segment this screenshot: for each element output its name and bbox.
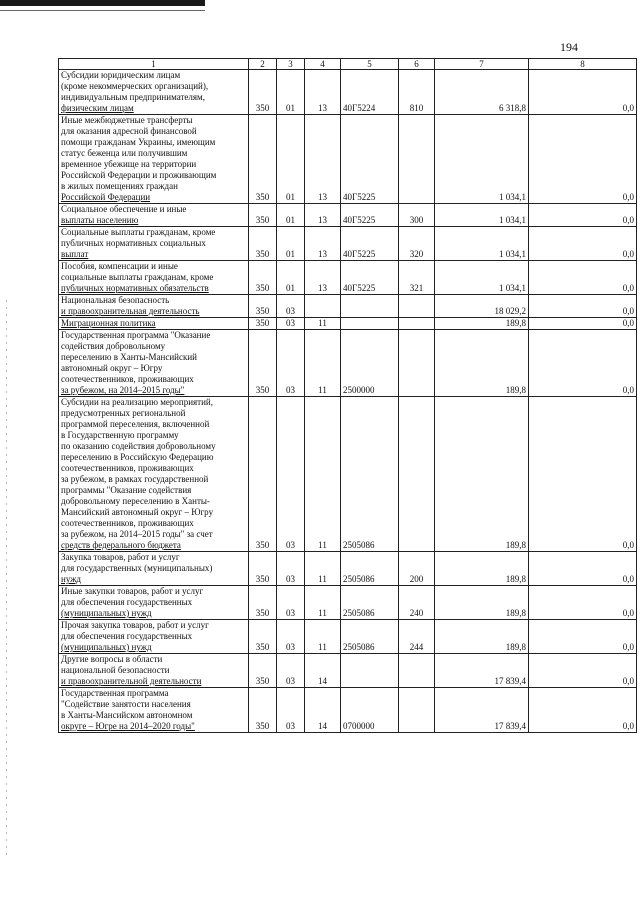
table-row (59, 654, 637, 688)
column-header: 6 (399, 59, 435, 70)
row-name-line: для обеспечения государственных (61, 631, 193, 641)
row-name-line: публичных нормативных обязательств (61, 283, 209, 293)
row-name-line: индивидуальным предпринимателям, (61, 92, 205, 102)
target-article-cell: 2505086 (341, 586, 399, 620)
code-cell: 350 (249, 586, 277, 620)
target-article-cell (341, 295, 399, 318)
row-name-line: "Содействие занятости населения (61, 699, 191, 709)
row-name-line: за рубежом, в рамках государственной (61, 474, 209, 484)
row-name-cell (59, 586, 249, 620)
target-article-cell: 40Г5225 (341, 204, 399, 227)
subsection-cell: 13 (305, 261, 341, 295)
amount-cell: 1 034,1 (435, 227, 529, 261)
row-name-line: соотечественников, проживающих (61, 374, 194, 384)
expense-type-cell (399, 654, 435, 688)
expense-type-cell (399, 397, 435, 552)
row-name-line: в Государственную программу (61, 430, 179, 440)
row-name-line: Пособия, компенсации и иные (61, 261, 178, 271)
code-cell: 350 (249, 204, 277, 227)
top-edge-bar (0, 0, 205, 6)
code-cell: 350 (249, 70, 277, 115)
code-cell: 350 (249, 688, 277, 733)
amount-cell: 189,8 (435, 330, 529, 397)
expense-type-cell (399, 318, 435, 330)
table-row (59, 330, 637, 397)
page-number: 194 (560, 40, 578, 54)
change-cell: 0,0 (529, 620, 637, 654)
row-name-cell (59, 688, 249, 733)
change-cell: 0,0 (529, 688, 637, 733)
column-number-row (59, 59, 637, 70)
change-cell: 0,0 (529, 115, 637, 204)
table-row (59, 115, 637, 204)
row-name-line: выплаты населению (61, 215, 139, 225)
code-cell: 350 (249, 295, 277, 318)
amount-cell: 189,8 (435, 620, 529, 654)
row-name-cell (59, 552, 249, 586)
row-name-line: переселению в Ханты-Мансийский (61, 352, 197, 362)
section-cell: 03 (277, 586, 305, 620)
table-row (59, 295, 637, 318)
section-cell: 01 (277, 70, 305, 115)
row-name-line: соотечественников, проживающих (61, 463, 194, 473)
section-cell: 03 (277, 688, 305, 733)
row-name-line: Государственная программа (61, 688, 169, 698)
column-header: 8 (529, 59, 637, 70)
code-cell: 350 (249, 620, 277, 654)
subsection-cell: 13 (305, 204, 341, 227)
row-name-line: в жилых помещениях граждан (61, 181, 178, 191)
row-name-line: национальной безопасности (61, 665, 170, 675)
subsection-cell: 11 (305, 330, 341, 397)
subsection-cell: 13 (305, 70, 341, 115)
row-name-line: Закупка товаров, работ и услуг (61, 552, 180, 562)
row-name-line: (муниципальных) нужд (61, 642, 152, 652)
change-cell: 0,0 (529, 295, 637, 318)
section-cell: 03 (277, 552, 305, 586)
row-name-line: предусмотренных региональной (61, 408, 186, 418)
scan-binding-edge (6, 300, 7, 860)
row-name-cell (59, 295, 249, 318)
subsection-cell: 11 (305, 397, 341, 552)
row-name-line: Иные закупки товаров, работ и услуг (61, 586, 204, 596)
expense-type-cell: 244 (399, 620, 435, 654)
row-name-line: нужд (61, 574, 81, 584)
table-row (59, 318, 637, 330)
expense-type-cell: 321 (399, 261, 435, 295)
expense-type-cell (399, 688, 435, 733)
subsection-cell (305, 295, 341, 318)
row-name-line: автономный округ – Югру (61, 363, 163, 373)
row-name-line: за рубежом, на 2014–2015 годы" (61, 385, 185, 395)
target-article-cell: 2500000 (341, 330, 399, 397)
subsection-cell: 11 (305, 586, 341, 620)
subsection-cell: 11 (305, 620, 341, 654)
target-article-cell: 40Г5225 (341, 227, 399, 261)
target-article-cell: 40Г5225 (341, 115, 399, 204)
row-name-line: Социальное обеспечение и иные (61, 204, 187, 214)
row-name-line: выплат (61, 249, 89, 259)
change-cell: 0,0 (529, 586, 637, 620)
target-article-cell: 2505086 (341, 552, 399, 586)
budget-table (58, 58, 637, 733)
row-name-cell (59, 204, 249, 227)
row-name-line: программы "Оказание содействия (61, 485, 192, 495)
row-name-cell (59, 115, 249, 204)
row-name-cell (59, 227, 249, 261)
subsection-cell: 11 (305, 552, 341, 586)
row-name-line: и правоохранительная деятельность (61, 306, 200, 316)
row-name-line: Российской Федерации и проживающим (61, 170, 217, 180)
row-name-line: по оказанию содействия добровольному (61, 441, 216, 451)
row-name-line: публичных нормативных социальных (61, 238, 206, 248)
row-name-line: содействия добровольному (61, 341, 166, 351)
target-article-cell: 40Г5224 (341, 70, 399, 115)
row-name-cell (59, 330, 249, 397)
expense-type-cell (399, 330, 435, 397)
top-edge-line (0, 10, 205, 11)
row-name-cell (59, 318, 249, 330)
row-name-line: Государственная программа "Оказание (61, 330, 211, 340)
code-cell: 350 (249, 552, 277, 586)
change-cell: 0,0 (529, 261, 637, 295)
row-name-line: (муниципальных) нужд (61, 608, 152, 618)
table-row (59, 586, 637, 620)
column-header: 7 (435, 59, 529, 70)
table-row (59, 688, 637, 733)
amount-cell: 6 318,8 (435, 70, 529, 115)
row-name-line: за рубежом, на 2014–2015 годы" за счет (61, 529, 213, 539)
subsection-cell: 13 (305, 115, 341, 204)
row-name-line: (кроме некоммерческих организаций), (61, 81, 209, 91)
code-cell: 350 (249, 654, 277, 688)
section-cell: 03 (277, 397, 305, 552)
target-article-cell: 2505086 (341, 397, 399, 552)
column-header: 1 (59, 59, 249, 70)
table-row (59, 227, 637, 261)
expense-type-cell: 200 (399, 552, 435, 586)
row-name-line: Российской Федерации (61, 192, 151, 202)
row-name-line: временное убежище на территории (61, 159, 197, 169)
row-name-line: Миграционная политика (61, 318, 156, 328)
row-name-line: средств федерального бюджета (61, 540, 181, 550)
section-cell: 01 (277, 115, 305, 204)
table-row (59, 70, 637, 115)
amount-cell: 18 029,2 (435, 295, 529, 318)
section-cell: 03 (277, 654, 305, 688)
row-name-line: Субсидии на реализацию мероприятий, (61, 397, 213, 407)
column-header: 2 (249, 59, 277, 70)
row-name-line: статус беженца или получившим (61, 148, 188, 158)
code-cell: 350 (249, 330, 277, 397)
column-header: 3 (277, 59, 305, 70)
amount-cell: 189,8 (435, 397, 529, 552)
row-name-line: для оказания адресной финансовой (61, 126, 197, 136)
row-name-line: Иные межбюджетные трансферты (61, 115, 193, 125)
row-name-line: округе – Югре на 2014–2020 годы" (61, 721, 195, 731)
row-name-line: для государственных (муниципальных) (61, 563, 213, 573)
expense-type-cell: 810 (399, 70, 435, 115)
amount-cell: 1 034,1 (435, 204, 529, 227)
change-cell: 0,0 (529, 397, 637, 552)
column-header: 4 (305, 59, 341, 70)
expense-type-cell: 300 (399, 204, 435, 227)
section-cell: 03 (277, 330, 305, 397)
change-cell: 0,0 (529, 318, 637, 330)
code-cell: 350 (249, 227, 277, 261)
row-name-line: программой переселения, включенной (61, 419, 210, 429)
target-article-cell (341, 318, 399, 330)
row-name-line: добровольному переселению в Ханты- (61, 496, 210, 506)
amount-cell: 1 034,1 (435, 261, 529, 295)
row-name-cell (59, 397, 249, 552)
expense-type-cell (399, 295, 435, 318)
table-row (59, 397, 637, 552)
amount-cell: 189,8 (435, 552, 529, 586)
table-row (59, 261, 637, 295)
section-cell: 03 (277, 620, 305, 654)
table-row (59, 204, 637, 227)
expense-type-cell (399, 115, 435, 204)
amount-cell: 1 034,1 (435, 115, 529, 204)
table-row (59, 620, 637, 654)
section-cell: 03 (277, 295, 305, 318)
row-name-line: Субсидии юридическим лицам (61, 70, 181, 80)
expense-type-cell: 240 (399, 586, 435, 620)
target-article-cell: 0700000 (341, 688, 399, 733)
row-name-line: в Ханты-Мансийском автономном (61, 710, 193, 720)
row-name-cell (59, 620, 249, 654)
change-cell: 0,0 (529, 330, 637, 397)
change-cell: 0,0 (529, 227, 637, 261)
change-cell: 0,0 (529, 552, 637, 586)
amount-cell: 17 839,4 (435, 654, 529, 688)
amount-cell: 17 839,4 (435, 688, 529, 733)
row-name-line: соотечественников, проживающих (61, 518, 194, 528)
row-name-line: Другие вопросы в области (61, 654, 163, 664)
code-cell: 350 (249, 318, 277, 330)
change-cell: 0,0 (529, 204, 637, 227)
target-article-cell: 2505086 (341, 620, 399, 654)
target-article-cell (341, 654, 399, 688)
subsection-cell: 14 (305, 688, 341, 733)
code-cell: 350 (249, 397, 277, 552)
column-header: 5 (341, 59, 399, 70)
row-name-line: переселению в Российскую Федерацию (61, 452, 214, 462)
code-cell: 350 (249, 115, 277, 204)
subsection-cell: 11 (305, 318, 341, 330)
section-cell: 03 (277, 318, 305, 330)
row-name-line: социальные выплаты гражданам, кроме (61, 272, 214, 282)
row-name-line: физическим лицам (61, 103, 134, 113)
target-article-cell: 40Г5225 (341, 261, 399, 295)
row-name-cell (59, 261, 249, 295)
row-name-cell (59, 654, 249, 688)
subsection-cell: 14 (305, 654, 341, 688)
table-row (59, 552, 637, 586)
row-name-line: для обеспечения государственных (61, 597, 193, 607)
subsection-cell: 13 (305, 227, 341, 261)
row-name-line: и правоохранительной деятельности (61, 676, 202, 686)
section-cell: 01 (277, 204, 305, 227)
expense-type-cell: 320 (399, 227, 435, 261)
row-name-line: Мансийский автономный округ – Югру (61, 507, 214, 517)
section-cell: 01 (277, 261, 305, 295)
amount-cell: 189,8 (435, 318, 529, 330)
row-name-line: Прочая закупка товаров, работ и услуг (61, 620, 209, 630)
change-cell: 0,0 (529, 70, 637, 115)
row-name-cell (59, 70, 249, 115)
section-cell: 01 (277, 227, 305, 261)
row-name-line: Национальная безопасность (61, 295, 170, 305)
row-name-line: Социальные выплаты гражданам, кроме (61, 227, 216, 237)
amount-cell: 189,8 (435, 586, 529, 620)
row-name-line: помощи гражданам Украины, имеющим (61, 137, 216, 147)
change-cell: 0,0 (529, 654, 637, 688)
code-cell: 350 (249, 261, 277, 295)
